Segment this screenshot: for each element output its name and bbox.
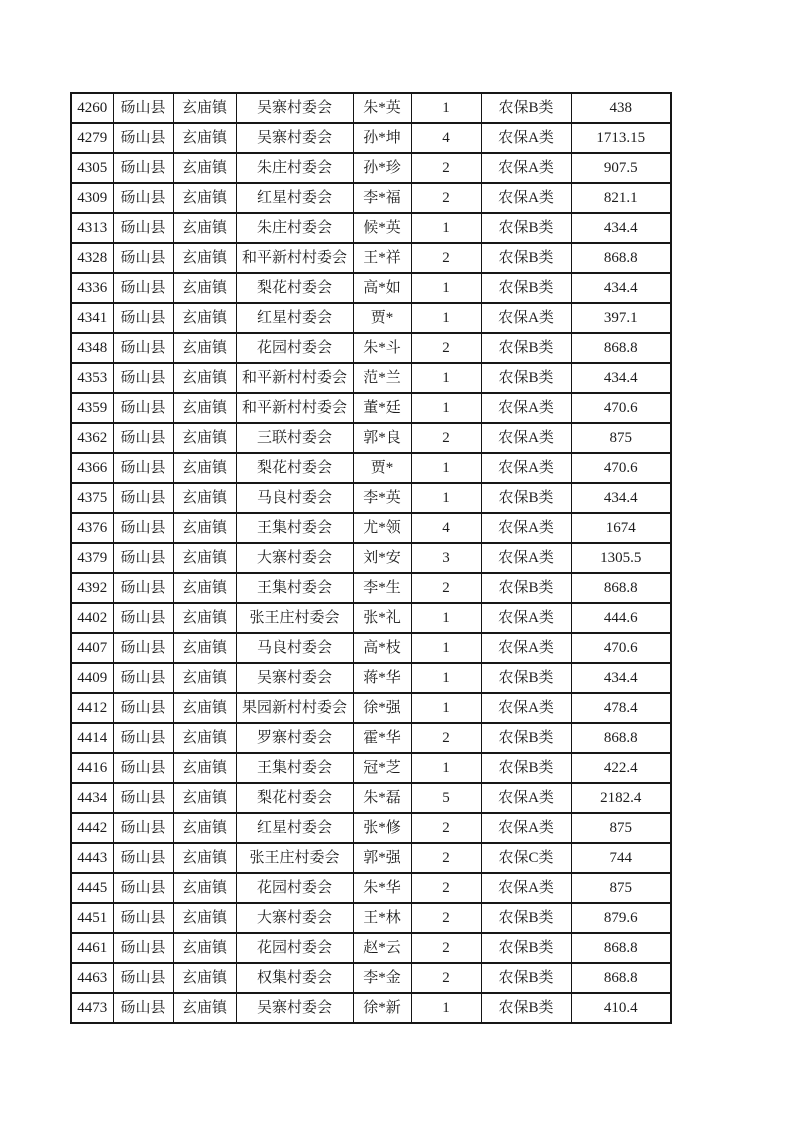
count-cell: 1	[411, 303, 481, 333]
serial-number-cell: 4260	[71, 93, 113, 123]
person-name-cell: 王*林	[353, 903, 411, 933]
serial-number-cell: 4412	[71, 693, 113, 723]
serial-number-cell: 4443	[71, 843, 113, 873]
county-cell: 砀山县	[113, 423, 173, 453]
insurance-category-cell: 农保A类	[481, 813, 571, 843]
person-name-cell: 孙*珍	[353, 153, 411, 183]
table-row	[71, 513, 671, 543]
amount-cell: 434.4	[571, 483, 671, 513]
town-cell: 玄庙镇	[173, 783, 236, 813]
county-cell: 砀山县	[113, 483, 173, 513]
town-cell: 玄庙镇	[173, 273, 236, 303]
county-cell: 砀山县	[113, 543, 173, 573]
insurance-category-cell: 农保A类	[481, 303, 571, 333]
village-committee-cell: 红星村委会	[236, 183, 353, 213]
town-cell: 玄庙镇	[173, 723, 236, 753]
person-name-cell: 董*廷	[353, 393, 411, 423]
person-name-cell: 范*兰	[353, 363, 411, 393]
count-cell: 1	[411, 753, 481, 783]
village-committee-cell: 张王庄村委会	[236, 843, 353, 873]
count-cell: 2	[411, 243, 481, 273]
amount-cell: 478.4	[571, 693, 671, 723]
amount-cell: 879.6	[571, 903, 671, 933]
count-cell: 2	[411, 333, 481, 363]
insurance-category-cell: 农保A类	[481, 783, 571, 813]
serial-number-cell: 4434	[71, 783, 113, 813]
serial-number-cell: 4309	[71, 183, 113, 213]
county-cell: 砀山县	[113, 903, 173, 933]
count-cell: 1	[411, 93, 481, 123]
insurance-category-cell: 农保B类	[481, 753, 571, 783]
insurance-category-cell: 农保B类	[481, 93, 571, 123]
person-name-cell: 候*英	[353, 213, 411, 243]
county-cell: 砀山县	[113, 453, 173, 483]
table-row	[71, 243, 671, 273]
count-cell: 2	[411, 153, 481, 183]
amount-cell: 875	[571, 813, 671, 843]
serial-number-cell: 4362	[71, 423, 113, 453]
person-name-cell: 李*金	[353, 963, 411, 993]
village-committee-cell: 和平新村村委会	[236, 393, 353, 423]
count-cell: 3	[411, 543, 481, 573]
insurance-category-cell: 农保A类	[481, 393, 571, 423]
town-cell: 玄庙镇	[173, 693, 236, 723]
amount-cell: 868.8	[571, 723, 671, 753]
serial-number-cell: 4445	[71, 873, 113, 903]
person-name-cell: 王*祥	[353, 243, 411, 273]
amount-cell: 434.4	[571, 273, 671, 303]
village-committee-cell: 大寨村委会	[236, 903, 353, 933]
village-committee-cell: 花园村委会	[236, 333, 353, 363]
insurance-category-cell: 农保B类	[481, 663, 571, 693]
town-cell: 玄庙镇	[173, 663, 236, 693]
insurance-category-cell: 农保B类	[481, 573, 571, 603]
person-name-cell: 朱*华	[353, 873, 411, 903]
person-name-cell: 霍*华	[353, 723, 411, 753]
village-committee-cell: 吴寨村委会	[236, 993, 353, 1023]
table-row	[71, 693, 671, 723]
amount-cell: 744	[571, 843, 671, 873]
amount-cell: 410.4	[571, 993, 671, 1023]
insurance-category-cell: 农保B类	[481, 243, 571, 273]
serial-number-cell: 4313	[71, 213, 113, 243]
county-cell: 砀山县	[113, 843, 173, 873]
person-name-cell: 冠*芝	[353, 753, 411, 783]
count-cell: 1	[411, 603, 481, 633]
amount-cell: 875	[571, 873, 671, 903]
amount-cell: 868.8	[571, 333, 671, 363]
table-row	[71, 363, 671, 393]
count-cell: 2	[411, 903, 481, 933]
count-cell: 5	[411, 783, 481, 813]
insurance-category-cell: 农保B类	[481, 933, 571, 963]
insurance-category-cell: 农保B类	[481, 903, 571, 933]
person-name-cell: 高*如	[353, 273, 411, 303]
county-cell: 砀山县	[113, 963, 173, 993]
county-cell: 砀山县	[113, 513, 173, 543]
count-cell: 2	[411, 423, 481, 453]
county-cell: 砀山县	[113, 153, 173, 183]
insurance-category-cell: 农保A类	[481, 543, 571, 573]
village-committee-cell: 红星村委会	[236, 303, 353, 333]
village-committee-cell: 权集村委会	[236, 963, 353, 993]
town-cell: 玄庙镇	[173, 183, 236, 213]
count-cell: 2	[411, 873, 481, 903]
village-committee-cell: 罗寨村委会	[236, 723, 353, 753]
county-cell: 砀山县	[113, 633, 173, 663]
person-name-cell: 徐*新	[353, 993, 411, 1023]
county-cell: 砀山县	[113, 813, 173, 843]
town-cell: 玄庙镇	[173, 573, 236, 603]
village-committee-cell: 梨花村委会	[236, 783, 353, 813]
person-name-cell: 朱*斗	[353, 333, 411, 363]
count-cell: 1	[411, 633, 481, 663]
village-committee-cell: 马良村委会	[236, 633, 353, 663]
table-row	[71, 93, 671, 123]
serial-number-cell: 4379	[71, 543, 113, 573]
person-name-cell: 郭*良	[353, 423, 411, 453]
insurance-category-cell: 农保A类	[481, 513, 571, 543]
town-cell: 玄庙镇	[173, 213, 236, 243]
county-cell: 砀山县	[113, 753, 173, 783]
insurance-category-cell: 农保B类	[481, 723, 571, 753]
count-cell: 1	[411, 663, 481, 693]
county-cell: 砀山县	[113, 573, 173, 603]
amount-cell: 875	[571, 423, 671, 453]
serial-number-cell: 4392	[71, 573, 113, 603]
table-row	[71, 783, 671, 813]
person-name-cell: 贾*	[353, 453, 411, 483]
serial-number-cell: 4402	[71, 603, 113, 633]
town-cell: 玄庙镇	[173, 243, 236, 273]
person-name-cell: 朱*磊	[353, 783, 411, 813]
village-committee-cell: 果园新村村委会	[236, 693, 353, 723]
serial-number-cell: 4414	[71, 723, 113, 753]
table-row	[71, 903, 671, 933]
town-cell: 玄庙镇	[173, 873, 236, 903]
count-cell: 1	[411, 993, 481, 1023]
person-name-cell: 贾*	[353, 303, 411, 333]
count-cell: 1	[411, 483, 481, 513]
insurance-category-cell: 农保A类	[481, 693, 571, 723]
person-name-cell: 郭*强	[353, 843, 411, 873]
person-name-cell: 孙*坤	[353, 123, 411, 153]
person-name-cell: 李*福	[353, 183, 411, 213]
serial-number-cell: 4442	[71, 813, 113, 843]
amount-cell: 438	[571, 93, 671, 123]
insurance-category-cell: 农保A类	[481, 633, 571, 663]
person-name-cell: 张*礼	[353, 603, 411, 633]
serial-number-cell: 4279	[71, 123, 113, 153]
amount-cell: 907.5	[571, 153, 671, 183]
insurance-category-cell: 农保B类	[481, 963, 571, 993]
insurance-category-cell: 农保A类	[481, 183, 571, 213]
village-committee-cell: 朱庄村委会	[236, 153, 353, 183]
town-cell: 玄庙镇	[173, 633, 236, 663]
table-row	[71, 183, 671, 213]
town-cell: 玄庙镇	[173, 453, 236, 483]
village-committee-cell: 朱庄村委会	[236, 213, 353, 243]
table-row	[71, 123, 671, 153]
person-name-cell: 蒋*华	[353, 663, 411, 693]
amount-cell: 821.1	[571, 183, 671, 213]
table-row	[71, 963, 671, 993]
town-cell: 玄庙镇	[173, 423, 236, 453]
person-name-cell: 李*生	[353, 573, 411, 603]
insurance-category-cell: 农保B类	[481, 993, 571, 1023]
town-cell: 玄庙镇	[173, 153, 236, 183]
amount-cell: 868.8	[571, 963, 671, 993]
table-row	[71, 423, 671, 453]
village-committee-cell: 马良村委会	[236, 483, 353, 513]
count-cell: 2	[411, 933, 481, 963]
count-cell: 1	[411, 363, 481, 393]
insurance-category-cell: 农保B类	[481, 213, 571, 243]
table-row	[71, 603, 671, 633]
village-committee-cell: 和平新村村委会	[236, 243, 353, 273]
county-cell: 砀山县	[113, 183, 173, 213]
village-committee-cell: 红星村委会	[236, 813, 353, 843]
amount-cell: 1305.5	[571, 543, 671, 573]
county-cell: 砀山县	[113, 393, 173, 423]
town-cell: 玄庙镇	[173, 483, 236, 513]
table-row	[71, 753, 671, 783]
village-committee-cell: 和平新村村委会	[236, 363, 353, 393]
amount-cell: 434.4	[571, 663, 671, 693]
town-cell: 玄庙镇	[173, 813, 236, 843]
count-cell: 1	[411, 213, 481, 243]
town-cell: 玄庙镇	[173, 933, 236, 963]
county-cell: 砀山县	[113, 303, 173, 333]
insurance-category-cell: 农保A类	[481, 123, 571, 153]
county-cell: 砀山县	[113, 603, 173, 633]
insurance-category-cell: 农保B类	[481, 483, 571, 513]
serial-number-cell: 4409	[71, 663, 113, 693]
table-row	[71, 333, 671, 363]
town-cell: 玄庙镇	[173, 753, 236, 783]
table-row	[71, 873, 671, 903]
serial-number-cell: 4353	[71, 363, 113, 393]
serial-number-cell: 4463	[71, 963, 113, 993]
insurance-category-cell: 农保B类	[481, 273, 571, 303]
serial-number-cell: 4376	[71, 513, 113, 543]
person-name-cell: 尤*领	[353, 513, 411, 543]
county-cell: 砀山县	[113, 243, 173, 273]
serial-number-cell: 4461	[71, 933, 113, 963]
table-row	[71, 723, 671, 753]
serial-number-cell: 4348	[71, 333, 113, 363]
person-name-cell: 赵*云	[353, 933, 411, 963]
village-committee-cell: 吴寨村委会	[236, 93, 353, 123]
insurance-category-cell: 农保A类	[481, 153, 571, 183]
county-cell: 砀山县	[113, 273, 173, 303]
amount-cell: 422.4	[571, 753, 671, 783]
person-name-cell: 朱*英	[353, 93, 411, 123]
amount-cell: 1674	[571, 513, 671, 543]
amount-cell: 434.4	[571, 213, 671, 243]
town-cell: 玄庙镇	[173, 513, 236, 543]
table-row	[71, 393, 671, 423]
table-row	[71, 543, 671, 573]
amount-cell: 470.6	[571, 453, 671, 483]
village-committee-cell: 王集村委会	[236, 753, 353, 783]
amount-cell: 434.4	[571, 363, 671, 393]
insurance-category-cell: 农保C类	[481, 843, 571, 873]
table-row	[71, 843, 671, 873]
county-cell: 砀山县	[113, 363, 173, 393]
table-body	[71, 93, 671, 1023]
insurance-category-cell: 农保A类	[481, 603, 571, 633]
count-cell: 1	[411, 273, 481, 303]
village-committee-cell: 王集村委会	[236, 513, 353, 543]
county-cell: 砀山县	[113, 213, 173, 243]
town-cell: 玄庙镇	[173, 843, 236, 873]
town-cell: 玄庙镇	[173, 903, 236, 933]
count-cell: 2	[411, 813, 481, 843]
town-cell: 玄庙镇	[173, 603, 236, 633]
count-cell: 2	[411, 723, 481, 753]
table-row	[71, 153, 671, 183]
table-row	[71, 633, 671, 663]
amount-cell: 470.6	[571, 393, 671, 423]
count-cell: 4	[411, 123, 481, 153]
count-cell: 1	[411, 693, 481, 723]
county-cell: 砀山县	[113, 933, 173, 963]
table-row	[71, 213, 671, 243]
serial-number-cell: 4416	[71, 753, 113, 783]
count-cell: 2	[411, 573, 481, 603]
county-cell: 砀山县	[113, 723, 173, 753]
town-cell: 玄庙镇	[173, 303, 236, 333]
town-cell: 玄庙镇	[173, 333, 236, 363]
village-committee-cell: 吴寨村委会	[236, 123, 353, 153]
amount-cell: 868.8	[571, 573, 671, 603]
amount-cell: 470.6	[571, 633, 671, 663]
county-cell: 砀山县	[113, 993, 173, 1023]
village-committee-cell: 张王庄村委会	[236, 603, 353, 633]
serial-number-cell: 4359	[71, 393, 113, 423]
amount-cell: 868.8	[571, 933, 671, 963]
serial-number-cell: 4341	[71, 303, 113, 333]
county-cell: 砀山县	[113, 693, 173, 723]
table-row	[71, 303, 671, 333]
county-cell: 砀山县	[113, 123, 173, 153]
amount-cell: 397.1	[571, 303, 671, 333]
village-committee-cell: 梨花村委会	[236, 453, 353, 483]
amount-cell: 868.8	[571, 243, 671, 273]
table-row	[71, 483, 671, 513]
county-cell: 砀山县	[113, 333, 173, 363]
village-committee-cell: 大寨村委会	[236, 543, 353, 573]
village-committee-cell: 梨花村委会	[236, 273, 353, 303]
person-name-cell: 张*修	[353, 813, 411, 843]
amount-cell: 2182.4	[571, 783, 671, 813]
village-committee-cell: 花园村委会	[236, 933, 353, 963]
town-cell: 玄庙镇	[173, 963, 236, 993]
amount-cell: 1713.15	[571, 123, 671, 153]
insurance-category-cell: 农保B类	[481, 333, 571, 363]
town-cell: 玄庙镇	[173, 123, 236, 153]
table-row	[71, 813, 671, 843]
village-committee-cell: 王集村委会	[236, 573, 353, 603]
village-committee-cell: 花园村委会	[236, 873, 353, 903]
serial-number-cell: 4473	[71, 993, 113, 1023]
town-cell: 玄庙镇	[173, 393, 236, 423]
serial-number-cell: 4375	[71, 483, 113, 513]
table-row	[71, 453, 671, 483]
person-name-cell: 高*枝	[353, 633, 411, 663]
serial-number-cell: 4407	[71, 633, 113, 663]
serial-number-cell: 4366	[71, 453, 113, 483]
table-row	[71, 993, 671, 1023]
county-cell: 砀山县	[113, 873, 173, 903]
town-cell: 玄庙镇	[173, 543, 236, 573]
town-cell: 玄庙镇	[173, 993, 236, 1023]
insurance-category-cell: 农保A类	[481, 873, 571, 903]
serial-number-cell: 4336	[71, 273, 113, 303]
village-committee-cell: 吴寨村委会	[236, 663, 353, 693]
count-cell: 1	[411, 453, 481, 483]
count-cell: 2	[411, 843, 481, 873]
amount-cell: 444.6	[571, 603, 671, 633]
person-name-cell: 徐*强	[353, 693, 411, 723]
county-cell: 砀山县	[113, 783, 173, 813]
insurance-category-cell: 农保A类	[481, 423, 571, 453]
table-row	[71, 663, 671, 693]
town-cell: 玄庙镇	[173, 363, 236, 393]
insurance-category-cell: 农保A类	[481, 453, 571, 483]
count-cell: 4	[411, 513, 481, 543]
count-cell: 1	[411, 393, 481, 423]
count-cell: 2	[411, 963, 481, 993]
insurance-subsidy-table	[70, 92, 672, 1024]
count-cell: 2	[411, 183, 481, 213]
village-committee-cell: 三联村委会	[236, 423, 353, 453]
person-name-cell: 李*英	[353, 483, 411, 513]
table-row	[71, 273, 671, 303]
county-cell: 砀山县	[113, 663, 173, 693]
serial-number-cell: 4451	[71, 903, 113, 933]
table-row	[71, 573, 671, 603]
serial-number-cell: 4328	[71, 243, 113, 273]
person-name-cell: 刘*安	[353, 543, 411, 573]
table-row	[71, 933, 671, 963]
insurance-category-cell: 农保B类	[481, 363, 571, 393]
serial-number-cell: 4305	[71, 153, 113, 183]
town-cell: 玄庙镇	[173, 93, 236, 123]
county-cell: 砀山县	[113, 93, 173, 123]
